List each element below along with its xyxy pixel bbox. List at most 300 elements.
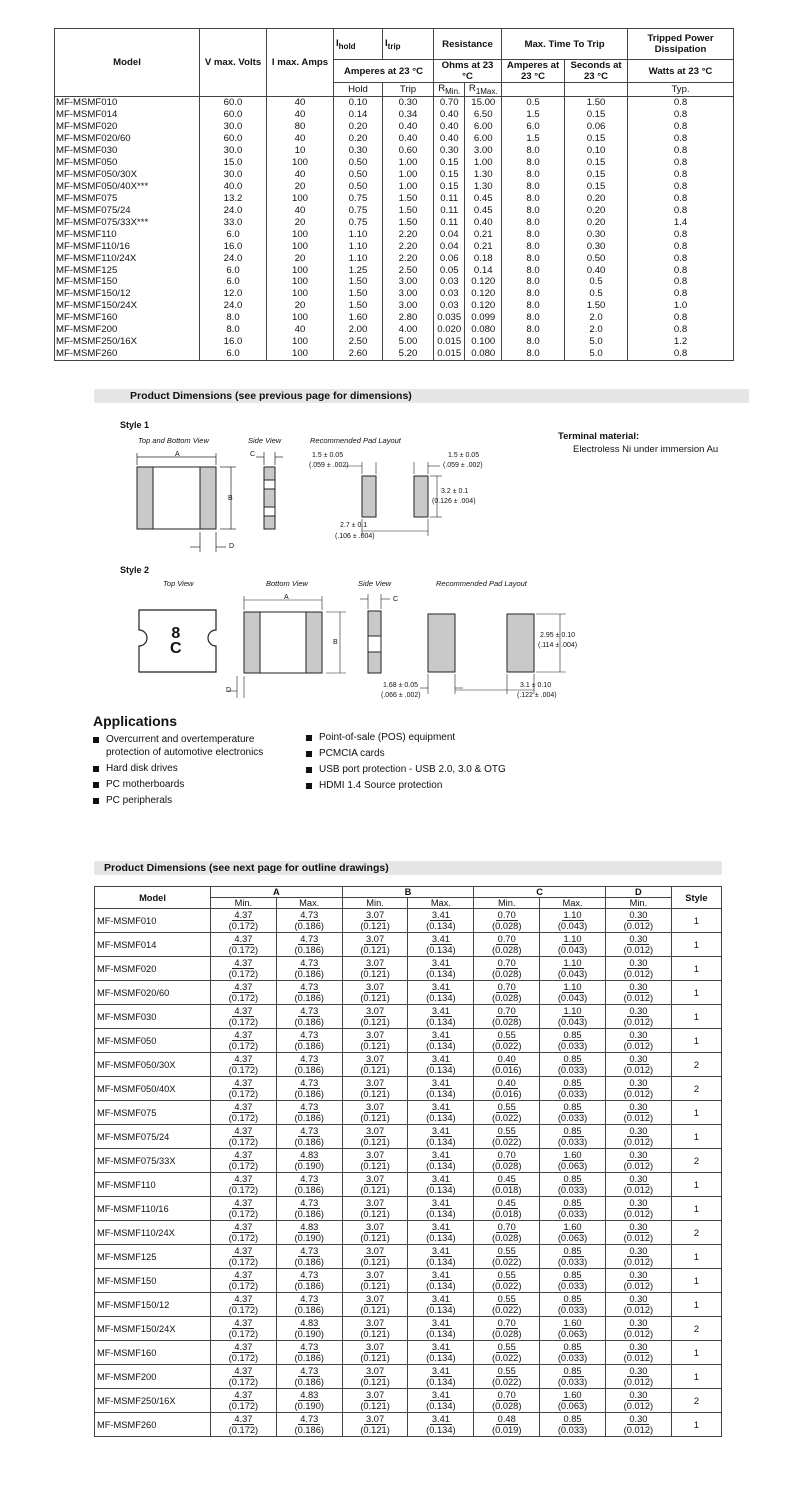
dims-cell (540, 933, 606, 957)
dims-mm: 3.07 (366, 1078, 385, 1088)
spec-cell: 1.10 (334, 240, 383, 252)
dims-cell-model: MF-MSMF050/40X (95, 1077, 211, 1101)
dims-mm: 1.10 (563, 934, 582, 944)
spec-cell-model: MF-MSMF110/16 (55, 240, 200, 252)
spec-cell: 1.0 (628, 300, 734, 312)
dims-cell (605, 1269, 671, 1293)
dims-row (95, 1173, 722, 1197)
s2-top-drawing (139, 610, 237, 698)
dims-inch: (0.186) (294, 921, 324, 931)
dims-mm: 3.41 (431, 1414, 450, 1424)
dims-cell (540, 1413, 606, 1437)
dims-mm: 3.07 (366, 1342, 385, 1352)
spec-cell: 0.8 (628, 264, 734, 276)
dims-mm: 0.30 (629, 958, 648, 968)
dims-cell (540, 1173, 606, 1197)
spec-cell: 8.0 (502, 169, 565, 181)
dims-inch: (0.121) (360, 1305, 390, 1315)
dims-inch: (0.186) (294, 1305, 324, 1315)
spec-cell: 4.00 (383, 324, 434, 336)
spec-cell: 0.015 (434, 348, 465, 360)
spec-cell: 1.30 (465, 169, 502, 181)
dims-cell (342, 957, 408, 981)
dims-inch: (0.028) (491, 1161, 522, 1171)
dims-mm: 0.30 (629, 1174, 648, 1184)
dims-inch: (0.134) (426, 921, 456, 931)
spec-cell: 8.0 (502, 240, 565, 252)
dims-cell (540, 1341, 606, 1365)
dims-inch: (0.186) (294, 1089, 324, 1099)
spec-cell: 0.11 (434, 216, 465, 228)
dims-inch: (0.121) (360, 1137, 390, 1147)
dims-cell-style: 1 (671, 1245, 721, 1269)
dims-inch: (0.186) (294, 1257, 324, 1267)
dims-cell (276, 1005, 342, 1029)
dims-cell (605, 1197, 671, 1221)
dims-mm: 0.70 (497, 958, 516, 968)
spec-cell: 0.8 (628, 133, 734, 145)
spec-cell: 1.30 (465, 180, 502, 192)
dims-row (95, 1029, 722, 1053)
dims-cell-style: 2 (671, 1221, 721, 1245)
spec-cell-model: MF-MSMF020/60 (55, 133, 200, 145)
dims-mm: 3.07 (366, 1390, 385, 1400)
spec-cell: 0.8 (628, 240, 734, 252)
dims-cell (540, 1149, 606, 1173)
dims-cell (342, 933, 408, 957)
dims-cell (342, 909, 408, 933)
dims-cell-model: MF-MSMF014 (95, 933, 211, 957)
col-itrip: $I_{trip}$ (383, 29, 434, 60)
dims-cell (605, 1077, 671, 1101)
spec-cell: 1.50 (565, 96, 628, 108)
dims-mm: 0.85 (563, 1270, 582, 1280)
spec-cell: 0.8 (628, 169, 734, 181)
dims-inch: (0.172) (228, 1137, 259, 1147)
application-item: USB port protection - USB 2.0, 3.0 & OTG (306, 764, 506, 777)
dims-inch: (0.033) (557, 1353, 588, 1363)
spec-cell-model: MF-MSMF160 (55, 312, 200, 324)
spec-cell: 1.5 (502, 109, 565, 121)
dims-cell (342, 1389, 408, 1413)
dims-inch: (0.121) (360, 993, 390, 1003)
dims-inch: (0.121) (360, 1209, 390, 1219)
dims-mm: 4.73 (300, 1006, 319, 1016)
dsub-min: Min. (605, 898, 671, 909)
dims-inch: (0.172) (228, 1041, 259, 1051)
spec-cell: 60.0 (200, 133, 267, 145)
dims-cell (474, 1341, 540, 1365)
dims-cell (211, 1173, 277, 1197)
spec-cell-model: MF-MSMF250/16X (55, 336, 200, 348)
dims-row (95, 1293, 722, 1317)
dims-inch: (0.134) (426, 1113, 456, 1123)
spec-cell: 13.2 (200, 192, 267, 204)
dims-row (95, 909, 722, 933)
dims-inch: (0.134) (426, 1353, 456, 1363)
dims-cell (276, 1197, 342, 1221)
spec-cell: 0.30 (334, 145, 383, 157)
spec-cell: 3.00 (465, 145, 502, 157)
spec-cell: 2.20 (383, 228, 434, 240)
dims-mm: 0.30 (629, 934, 648, 944)
dims-cell (408, 1125, 474, 1149)
dims-mm: 0.85 (563, 1054, 582, 1064)
spec-cell: 0.120 (465, 300, 502, 312)
spec-cell: 0.40 (434, 133, 465, 145)
dims-inch: (0.022) (491, 1305, 522, 1315)
dims-cell-model: MF-MSMF250/16X (95, 1389, 211, 1413)
dims-inch: (0.172) (228, 1401, 259, 1411)
sub-watts: Watts at 23 °C (628, 60, 734, 83)
spec-cell: 5.0 (565, 336, 628, 348)
dims-mm: 0.30 (629, 1126, 648, 1136)
dims-cell-model: MF-MSMF110 (95, 1173, 211, 1197)
applications-title: Applications (93, 713, 178, 729)
dims-cell (474, 1269, 540, 1293)
dims-cell (342, 1197, 408, 1221)
sub-amperes: Amperes at 23 °C (334, 60, 434, 83)
dims-mm: 3.07 (366, 1054, 385, 1064)
spec-cell: 33.0 (200, 216, 267, 228)
dims-inch: (0.033) (557, 1281, 588, 1291)
style2-label: Style 2 (120, 565, 150, 575)
spec-cell: 0.21 (465, 228, 502, 240)
spec-cell: 0.080 (465, 348, 502, 360)
spec-cell: 1.00 (383, 169, 434, 181)
spec-cell: 0.8 (628, 228, 734, 240)
dims-cell (474, 1365, 540, 1389)
s2-dim-b: B (333, 639, 338, 646)
spec-cell: 0.50 (334, 157, 383, 169)
dims-mm: 4.73 (300, 1366, 319, 1376)
spec-cell: 0.020 (434, 324, 465, 336)
dims-inch: (0.172) (228, 1425, 259, 1435)
dims-cell (605, 1053, 671, 1077)
dims-inch: (0.121) (360, 1185, 390, 1195)
dims-mm: 4.73 (300, 1078, 319, 1088)
spec-cell: 15.00 (465, 96, 502, 108)
dims-cell (474, 1197, 540, 1221)
s1-pad-h-in: (0.126 ± .004) (432, 498, 476, 505)
dims-mm: 4.37 (234, 1198, 253, 1208)
s1-dim-d: D (229, 543, 235, 550)
dims-inch: (0.028) (491, 993, 522, 1003)
spec-cell: 6.0 (200, 348, 267, 360)
dims-inch: (0.186) (294, 945, 324, 955)
dsub-min: Min. (342, 898, 408, 909)
dims-mm: 0.30 (629, 1366, 648, 1376)
spec-cell: 6.0 (502, 121, 565, 133)
dims-mm: 1.10 (563, 910, 582, 920)
dims-cell-style: 1 (671, 933, 721, 957)
dims-mm: 3.07 (366, 1174, 385, 1184)
dims-inch: (0.033) (557, 1425, 588, 1435)
spec-cell: 6.50 (465, 109, 502, 121)
dims-mm: 3.07 (366, 1318, 385, 1328)
dims-cell (540, 1125, 606, 1149)
spec-cell-model: MF-MSMF200 (55, 324, 200, 336)
s2-bottom-label: Bottom View (266, 579, 308, 588)
s2-pad-label: Recommended Pad Layout (436, 579, 527, 588)
dims-inch: (0.033) (557, 1185, 588, 1195)
spec-cell: 8.0 (502, 348, 565, 360)
dims-inch: (0.186) (294, 1209, 324, 1219)
dims-cell (342, 1341, 408, 1365)
spec-cell: 1.2 (628, 336, 734, 348)
dims-mm: 0.30 (629, 1318, 648, 1328)
dcol-style: Style (671, 887, 721, 909)
dims-mm: 4.37 (234, 958, 253, 968)
dims-mm: 1.10 (563, 958, 582, 968)
dims-inch: (0.022) (491, 1137, 522, 1147)
spec-cell-model: MF-MSMF150/12 (55, 288, 200, 300)
dims-cell (342, 1365, 408, 1389)
dims-inch: (0.186) (294, 1377, 324, 1387)
spec-cell: 8.0 (502, 312, 565, 324)
spec-cell: 8.0 (200, 312, 267, 324)
dims-inch: (0.012) (623, 1353, 654, 1363)
dims-inch: (0.186) (294, 1185, 324, 1195)
dims-mm: 0.70 (497, 910, 516, 920)
dims-cell (211, 1269, 277, 1293)
dims-cell (211, 1125, 277, 1149)
dims-inch: (0.043) (557, 993, 588, 1003)
dims-cell (276, 933, 342, 957)
sub-hold: Hold (334, 83, 383, 97)
dims-cell-style: 2 (671, 1053, 721, 1077)
dims-inch: (0.033) (557, 1113, 588, 1123)
spec-cell: 100 (267, 276, 334, 288)
dims-cell-style: 1 (671, 1197, 721, 1221)
dims-inch: (0.172) (228, 921, 259, 931)
spec-cell: 100 (267, 348, 334, 360)
dims-mm: 3.41 (431, 958, 450, 968)
dims-mm: 0.85 (563, 1414, 582, 1424)
dims-mm: 0.85 (563, 1246, 582, 1256)
spec-cell: 0.50 (334, 169, 383, 181)
spec-cell: 1.00 (383, 180, 434, 192)
spec-cell: 40 (267, 109, 334, 121)
spec-cell: 5.00 (383, 336, 434, 348)
spec-cell: 0.100 (465, 336, 502, 348)
dims-cell (474, 1029, 540, 1053)
dims-inch: (0.121) (360, 945, 390, 955)
spec-cell-model: MF-MSMF075/33X*** (55, 216, 200, 228)
dims-inch: (0.022) (491, 1377, 522, 1387)
dims-mm: 0.70 (497, 1390, 516, 1400)
dims-row (95, 1245, 722, 1269)
dims-row (95, 1101, 722, 1125)
dims-mm: 3.41 (431, 1102, 450, 1112)
dims-cell (342, 1221, 408, 1245)
spec-cell: 2.20 (383, 252, 434, 264)
dims-cell (276, 1317, 342, 1341)
dims-row (95, 1197, 722, 1221)
dims-cell (276, 1173, 342, 1197)
dims-inch: (0.012) (623, 1233, 654, 1243)
dims-inch: (0.172) (228, 1209, 259, 1219)
spec-cell: 0.8 (628, 180, 734, 192)
dims-inch: (0.172) (228, 1185, 259, 1195)
dims-cell (605, 1101, 671, 1125)
dims-mm: 0.55 (497, 1246, 516, 1256)
dims-inch: (0.186) (294, 1353, 324, 1363)
dims-row (95, 1413, 722, 1437)
dims-inch: (0.134) (426, 1425, 456, 1435)
spec-cell: 0.20 (334, 121, 383, 133)
dims-cell (605, 1293, 671, 1317)
dims-mm: 3.07 (366, 934, 385, 944)
dims-cell (408, 1173, 474, 1197)
dims-mm: 0.30 (629, 1006, 648, 1016)
spec-cell: 100 (267, 336, 334, 348)
dims-mm: 4.37 (234, 1414, 253, 1424)
dims-cell (605, 1413, 671, 1437)
dims-inch: (0.172) (228, 1017, 259, 1027)
spec-cell: 1.50 (334, 300, 383, 312)
dims-cell (540, 1389, 606, 1413)
dims-cell-style: 1 (671, 1125, 721, 1149)
s1-dim-b: B (228, 495, 233, 502)
dims-mm: 0.85 (563, 1126, 582, 1136)
dims-mm: 3.41 (431, 1150, 450, 1160)
s2-top-label: Top View (163, 579, 194, 588)
dims-cell (211, 1221, 277, 1245)
application-item: Hard disk drives (93, 763, 263, 776)
spec-cell: 0.015 (434, 336, 465, 348)
dims-inch: (0.012) (623, 921, 654, 931)
spec-cell: 0.15 (565, 169, 628, 181)
spec-cell: 1.50 (565, 300, 628, 312)
dims-inch: (0.134) (426, 1065, 456, 1075)
dcol-a: A (211, 887, 343, 898)
spec-cell-model: MF-MSMF050/30X (55, 169, 200, 181)
dims-cell (408, 1293, 474, 1317)
spec-cell: 1.50 (383, 216, 434, 228)
dims-cell (342, 1125, 408, 1149)
dims-row (95, 1125, 722, 1149)
dims-inch: (0.121) (360, 1329, 390, 1339)
dims-inch: (0.134) (426, 993, 456, 1003)
spec-cell-model: MF-MSMF050/40X*** (55, 180, 200, 192)
dims-cell-style: 1 (671, 1293, 721, 1317)
dims-cell (474, 1389, 540, 1413)
dims-cell (540, 1101, 606, 1125)
dims-cell (211, 957, 277, 981)
dims-mm: 4.37 (234, 1294, 253, 1304)
dims-cell-style: 1 (671, 1269, 721, 1293)
section-title-dimensions-2: Product Dimensions (see next page for outline drawings) (94, 861, 722, 875)
spec-cell: 0.70 (434, 96, 465, 108)
dims-inch: (0.012) (623, 1161, 654, 1171)
s2-pad-span: 3.1 ± 0.10 (520, 682, 552, 689)
spec-cell: 0.15 (565, 133, 628, 145)
dims-cell-style: 1 (671, 1365, 721, 1389)
spec-cell: 3.00 (383, 288, 434, 300)
spec-cell: 2.60 (334, 348, 383, 360)
s1-pad-label: Recommended Pad Layout (310, 436, 401, 445)
spec-cell: 0.03 (434, 300, 465, 312)
dims-inch: (0.186) (294, 1113, 324, 1123)
dims-inch: (0.022) (491, 1041, 522, 1051)
dims-row (95, 957, 722, 981)
spec-cell: 80 (267, 121, 334, 133)
spec-cell: 0.30 (434, 145, 465, 157)
dims-mm: 0.85 (563, 1174, 582, 1184)
dims-cell (605, 1389, 671, 1413)
dims-mm: 3.41 (431, 1030, 450, 1040)
dims-cell-model: MF-MSMF030 (95, 1005, 211, 1029)
dims-mm: 4.37 (234, 1126, 253, 1136)
dims-cell (540, 1269, 606, 1293)
dims-mm: 0.85 (563, 1294, 582, 1304)
s1-pad-w1-in: (.059 ± .002) (309, 462, 349, 469)
dims-inch: (0.043) (557, 969, 588, 979)
dims-cell (211, 1197, 277, 1221)
dims-mm: 4.73 (300, 1030, 319, 1040)
dims-mm: 0.30 (629, 1078, 648, 1088)
dims-inch: (0.121) (360, 1041, 390, 1051)
spec-cell: 0.8 (628, 121, 734, 133)
dims-mm: 3.41 (431, 1294, 450, 1304)
dims-mm: 3.41 (431, 934, 450, 944)
dims-inch: (0.121) (360, 1065, 390, 1075)
dims-inch: (0.012) (623, 1137, 654, 1147)
spec-cell: 5.0 (565, 348, 628, 360)
dims-inch: (0.028) (491, 1329, 522, 1339)
spec-cell: 40 (267, 324, 334, 336)
spec-cell: 0.5 (565, 288, 628, 300)
dims-mm: 3.07 (366, 1222, 385, 1232)
dims-mm: 0.55 (497, 1342, 516, 1352)
dcol-c: C (474, 887, 606, 898)
dims-inch: (0.172) (228, 1377, 259, 1387)
dims-inch: (0.190) (294, 1401, 324, 1411)
spec-cell: 0.40 (383, 133, 434, 145)
spec-cell: 0.06 (434, 252, 465, 264)
s2-pad-h-in: (.114 ± .004) (538, 642, 578, 649)
dims-cell (342, 1413, 408, 1437)
spec-cell: 6.0 (200, 276, 267, 288)
spec-cell: 0.120 (465, 276, 502, 288)
spec-cell-model: MF-MSMF110 (55, 228, 200, 240)
spec-cell: 0.50 (565, 252, 628, 264)
dims-cell (211, 1389, 277, 1413)
dims-inch: (0.121) (360, 1401, 390, 1411)
application-item: Point-of-sale (POS) equipment (306, 732, 506, 745)
spec-cell: 3.00 (383, 276, 434, 288)
dims-mm: 3.07 (366, 1246, 385, 1256)
sub-r1max: $R_{1Max.}$ (465, 83, 502, 97)
dims-cell-style: 1 (671, 1101, 721, 1125)
dims-mm: 3.07 (366, 1126, 385, 1136)
s1-pad-h: 3.2 ± 0.1 (441, 488, 469, 495)
dims-mm: 3.07 (366, 1030, 385, 1040)
dims-mm: 0.30 (629, 1054, 648, 1064)
spec-cell: 0.10 (565, 145, 628, 157)
spec-cell-model: MF-MSMF075 (55, 192, 200, 204)
spec-cell: 0.14 (334, 109, 383, 121)
dims-cell-style: 1 (671, 1413, 721, 1437)
dims-cell (540, 1317, 606, 1341)
dims-mm: 0.30 (629, 1102, 648, 1112)
dims-mm: 0.55 (497, 1030, 516, 1040)
dims-row (95, 1077, 722, 1101)
dims-mm: 1.10 (563, 1006, 582, 1016)
s2-bottom-drawing (228, 596, 346, 698)
s2-dim-c: C (393, 596, 399, 603)
